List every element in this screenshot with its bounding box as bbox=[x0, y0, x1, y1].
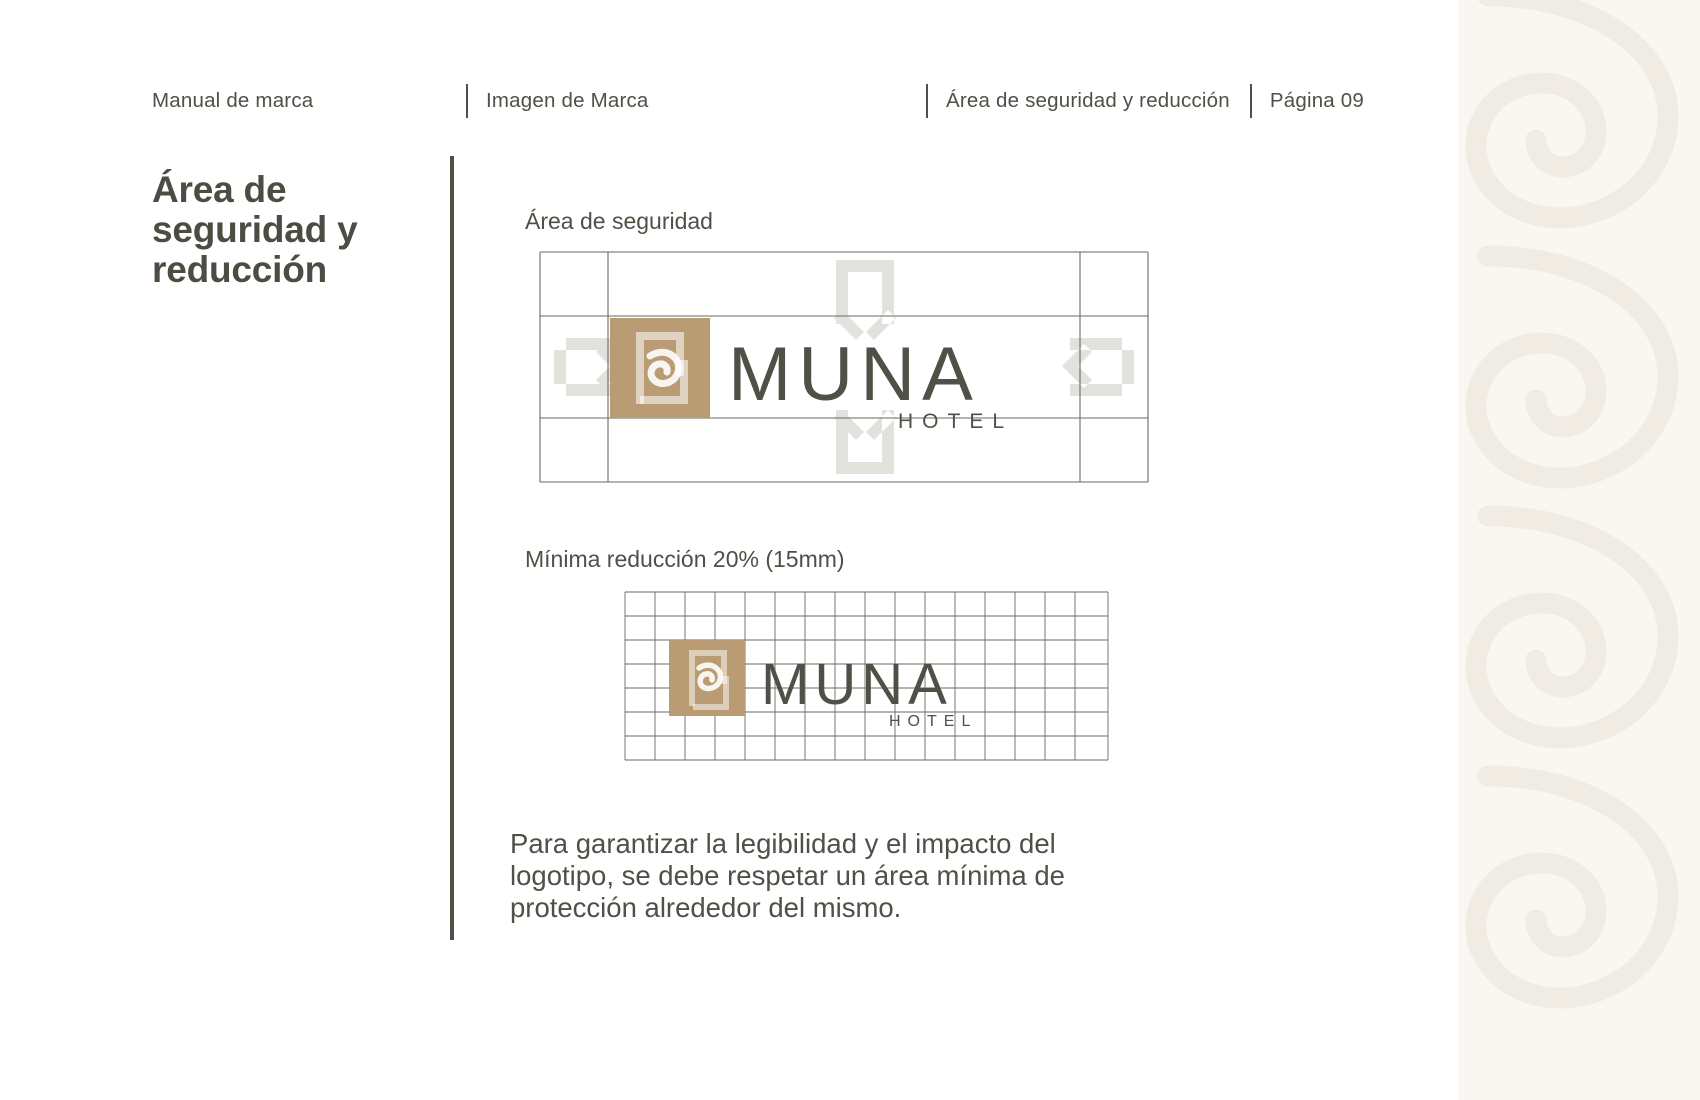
vertical-divider bbox=[450, 156, 454, 940]
svg-text:MUNA: MUNA bbox=[728, 332, 980, 417]
body-line-1: Para garantizar la legibilidad y el impacto del bbox=[510, 828, 1056, 859]
body-line-3: protección alrededor del mismo. bbox=[510, 891, 902, 923]
body-line-2: logotipo, se debe respetar un área mínima de bbox=[510, 859, 1065, 891]
svg-text:MUNA: MUNA bbox=[761, 652, 952, 717]
breadcrumb-item-section: Imagen de Marca bbox=[486, 89, 649, 112]
min-reduction-label: Mínima reducción 20% (15mm) bbox=[525, 546, 845, 572]
breadcrumb-divider bbox=[466, 84, 468, 118]
body-paragraph bbox=[510, 828, 1400, 924]
spiral-motif-icon bbox=[1458, 220, 1700, 520]
min-reduction-diagram bbox=[625, 592, 1108, 784]
breadcrumb-divider bbox=[926, 84, 928, 118]
safe-area-label: Área de seguridad bbox=[525, 208, 713, 234]
decorative-side-band bbox=[1458, 0, 1700, 1100]
svg-text:HOTEL: HOTEL bbox=[889, 713, 978, 730]
logo-mark-small bbox=[669, 640, 745, 716]
logo-mark bbox=[610, 318, 710, 418]
breadcrumb-divider bbox=[1250, 84, 1252, 118]
svg-text:HOTEL: HOTEL bbox=[898, 410, 1014, 433]
spiral-motif-icon bbox=[1458, 740, 1700, 1040]
breadcrumb-item-topic: Área de seguridad y reducción bbox=[946, 89, 1230, 112]
page-number: Página 09 bbox=[1269, 89, 1365, 112]
page-title: Área de seguridad y reducción bbox=[152, 169, 358, 290]
breadcrumb-item-manual: Manual de marca bbox=[152, 89, 314, 112]
breadcrumb bbox=[152, 84, 1364, 118]
spiral-motif-icon bbox=[1458, 480, 1700, 780]
safe-area-diagram bbox=[540, 252, 1148, 504]
